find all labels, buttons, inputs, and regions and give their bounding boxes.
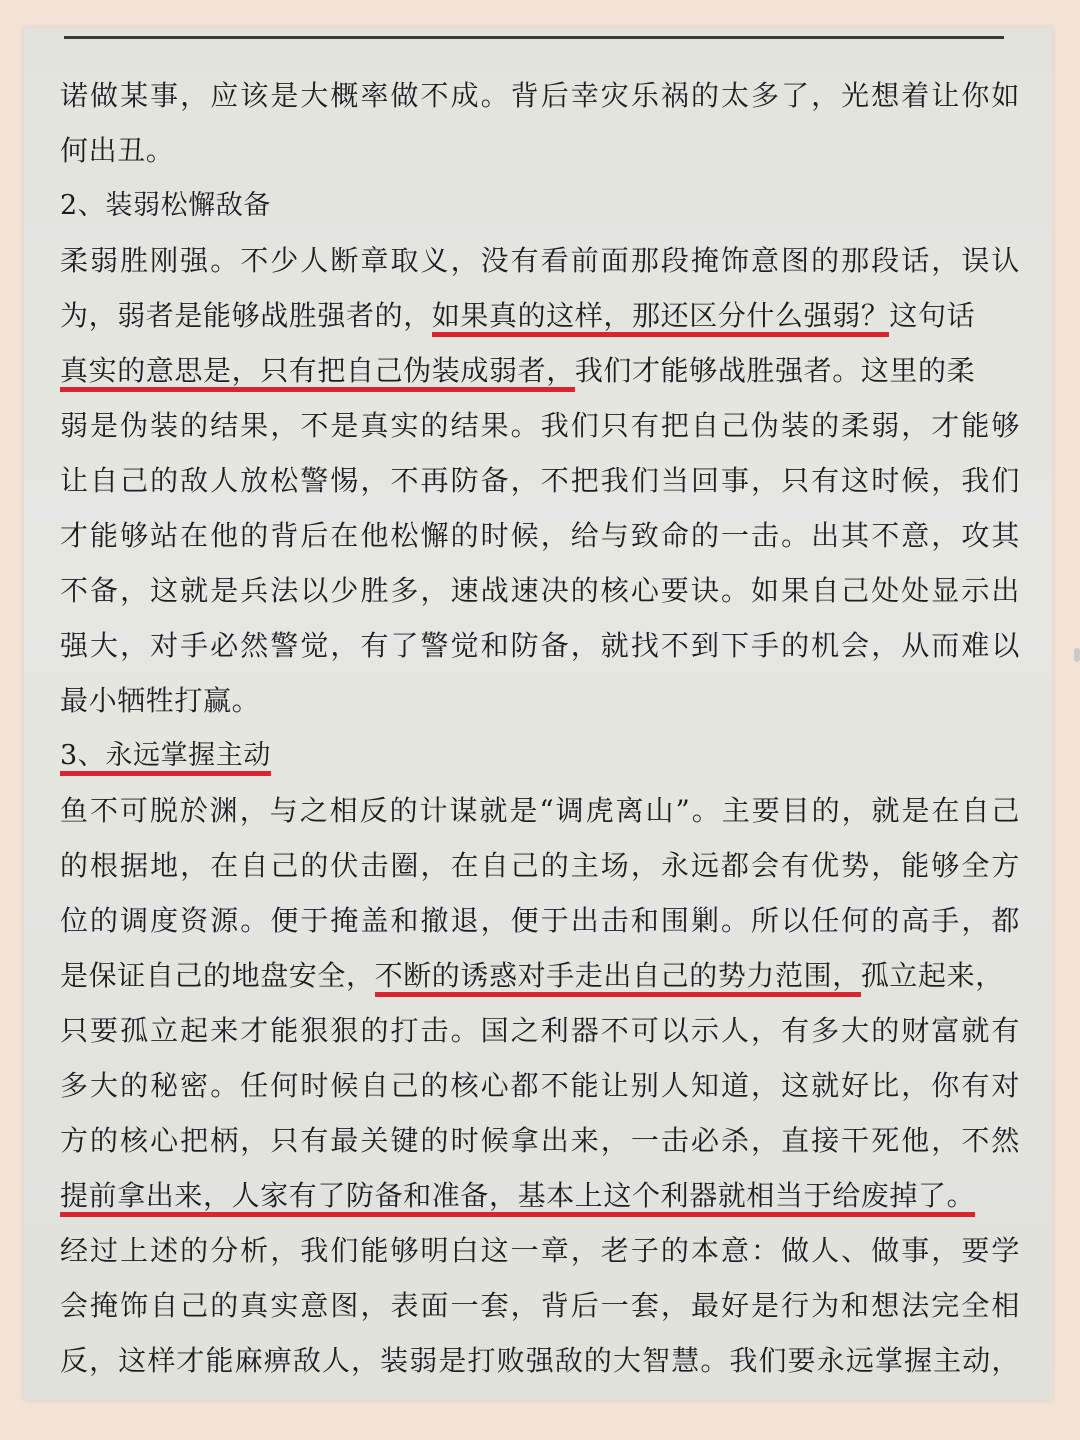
text-line <box>60 1178 1020 1214</box>
header-rule <box>64 36 1004 39</box>
text-line: 柔弱胜刚强。不少人断章取义，没有看前面那段掩饰意图的那段话，误认 <box>60 244 1020 277</box>
book-page <box>24 28 1052 1400</box>
text-line: 反，这样才能麻痹敌人，装弱是打败强敌的大智慧。我们要永远掌握主动， <box>60 1344 1020 1377</box>
text-line: 多大的秘密。任何时候自己的核心都不能让别人知道，这就好比，你有对 <box>60 1069 1020 1102</box>
scrollbar-thumb[interactable] <box>1074 648 1080 662</box>
text-line: 会掩饰自己的真实意图，表面一套，背后一套，最好是行为和想法完全相 <box>60 1289 1020 1322</box>
text-line <box>60 353 1020 389</box>
text-line: 才能够站在他的背后在他松懈的时候，给与致命的一击。出其不意，攻其 <box>60 519 1020 552</box>
text-line: 强大，对手必然警觉，有了警觉和防备，就找不到下手的机会，从而难以 <box>60 629 1020 662</box>
red-underline-highlight: 提前拿出来，人家有了防备和准备，基本上这个利器就相当于给废掉了。 <box>60 1179 975 1217</box>
text-line: 诺做某事，应该是大概率做不成。背后幸灾乐祸的太多了，光想着让你如 <box>60 79 1020 112</box>
text-line: 只要孤立起来才能狠狠的打击。国之利器不可以示人，有多大的财富就有 <box>60 1014 1020 1047</box>
text-span: 为，弱者是能够战胜强者的， <box>60 299 432 332</box>
text-line: 让自己的敌人放松警惕，不再防备，不把我们当回事，只有这时候，我们 <box>60 464 1020 497</box>
text-span: 是保证自己的地盘安全， <box>60 959 375 992</box>
text-span: 这句话 <box>889 299 976 332</box>
text-line: 鱼不可脱於渊，与之相反的计谋就是“调虎离山”。主要目的，就是在自己 <box>60 794 1020 827</box>
text-span: 孤立起来， <box>860 959 1004 992</box>
red-underline-highlight: 真实的意思是，只有把自己伪装成弱者， <box>60 354 575 392</box>
text-line: 位的调度资源。便于掩盖和撤退，便于出击和围剿。所以任何的高手，都 <box>60 904 1020 937</box>
text-line <box>60 298 1020 334</box>
text-line: 何出丑。 <box>60 134 175 167</box>
red-underline-highlight: 如果真的这样，那还区分什么强弱？ <box>432 299 890 337</box>
text-line: 最小牺牲打赢。 <box>60 684 261 717</box>
section-heading-3 <box>60 738 1020 774</box>
red-underline-highlight: 3、永远掌握主动 <box>60 740 271 776</box>
section-heading-2: 2、装弱松懈敌备 <box>60 190 271 221</box>
text-line: 经过上述的分析，我们能够明白这一章，老子的本意：做人、做事，要学 <box>60 1234 1020 1267</box>
text-line: 弱是伪装的结果，不是真实的结果。我们只有把自己伪装的柔弱，才能够 <box>60 409 1020 442</box>
text-span: 我们才能够战胜强者。这里的柔 <box>574 354 976 387</box>
text-line: 的根据地，在自己的伏击圈，在自己的主场，永远都会有优势，能够全方 <box>60 849 1020 882</box>
red-underline-highlight: 不断的诱惑对手走出自己的势力范围， <box>375 959 861 997</box>
text-line <box>60 958 1020 994</box>
text-line: 方的核心把柄，只有最关键的时候拿出来，一击必杀，直接干死他，不然 <box>60 1124 1020 1157</box>
text-line: 不备，这就是兵法以少胜多，速战速决的核心要诀。如果自己处处显示出 <box>60 574 1020 607</box>
